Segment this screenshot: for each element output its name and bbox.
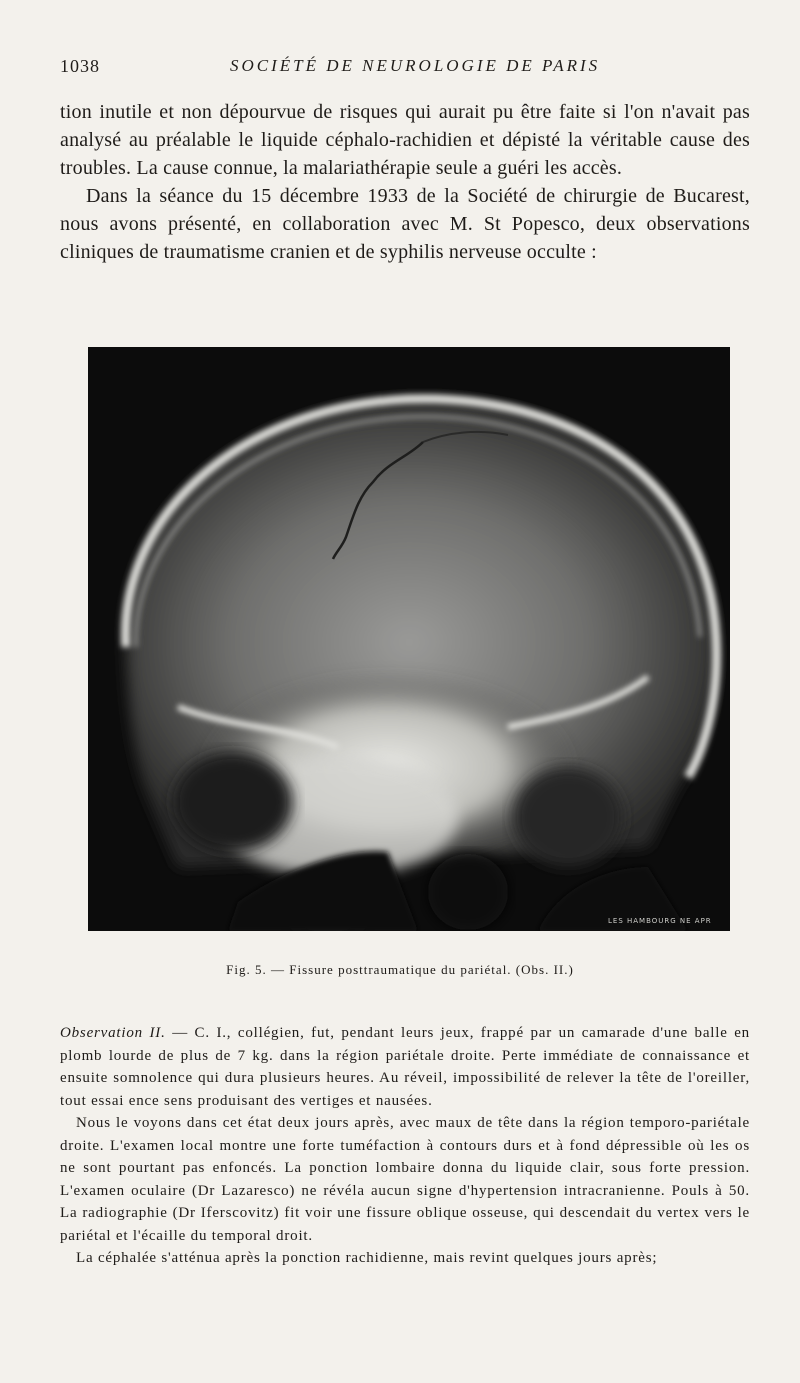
case-paragraph-1 — [60, 1022, 750, 1112]
case-paragraph-2: Nous le voyons dans cet état deux jours après, avec maux de tête dans la région temporo-pariétale droite. L'examen local montre une forte tuméfaction à contours durs et à fond dépressible où les os ne sont pourtant pas enfoncés. La ponction lombaire donna du liquide clair, sous forte pression. L'examen oculaire (Dr Lazaresco) ne révéla aucun signe d'hypertension intracranienne. Pouls à 50. La radiographie (Dr Iferscovitz) fit voir une fissure oblique osseuse, qui descendait du vertex vers le pariétal et l'écaille du temporal droit. — [60, 1115, 750, 1244]
intro-paragraph-2: Dans la séance du 15 décembre 1933 de la Société de chirurgie de Bucarest, nous avons présenté, en collaboration avec M. St Popesco, deux observations cliniques de traumatisme cranien et de syphilis nerveuse occulte : — [60, 185, 750, 263]
figure-caption: Fig. 5. — Fissure posttraumatique du pariétal. (Obs. II.) — [226, 962, 574, 977]
case-paragraph-1-text: — C. I., collégien, fut, pendant leurs jeux, frappé par un camarade d'une balle en plomb lourde de plus de 7 kg. dans la région pariétale droite. Perte immédiate de connaissance et ensuite somnolence qui dura plusieurs heures. Au réveil, impossibilité de relever la tête de l'oreiller, tout essai ence sens produisant des vertiges et nausées. — [60, 1025, 750, 1109]
skull-xray-image — [88, 347, 730, 931]
intro-text — [60, 98, 750, 266]
observation-label: Observation II. — [60, 1025, 166, 1041]
case-report — [60, 1022, 750, 1270]
skull-xray-figure — [88, 347, 730, 931]
intro-paragraph-1: tion inutile et non dépourvue de risques qui aurait pu être faite si l'on n'avait pas analysé au préalable le liquide céphalo-rachidien et dépisté la véritable cause des troubles. La cause connue, la malariathérapie seule a guéri les accès. — [60, 101, 750, 179]
running-head — [60, 56, 740, 82]
journal-title: SOCIÉTÉ DE NEUROLOGIE DE PARIS — [230, 56, 601, 75]
page-number: 1038 — [60, 56, 100, 76]
plate-mark: LES HAMBOURG NE APR — [608, 917, 712, 925]
case-paragraph-3: La céphalée s'atténua après la ponction rachidienne, mais revint quelques jours après; — [76, 1250, 658, 1266]
